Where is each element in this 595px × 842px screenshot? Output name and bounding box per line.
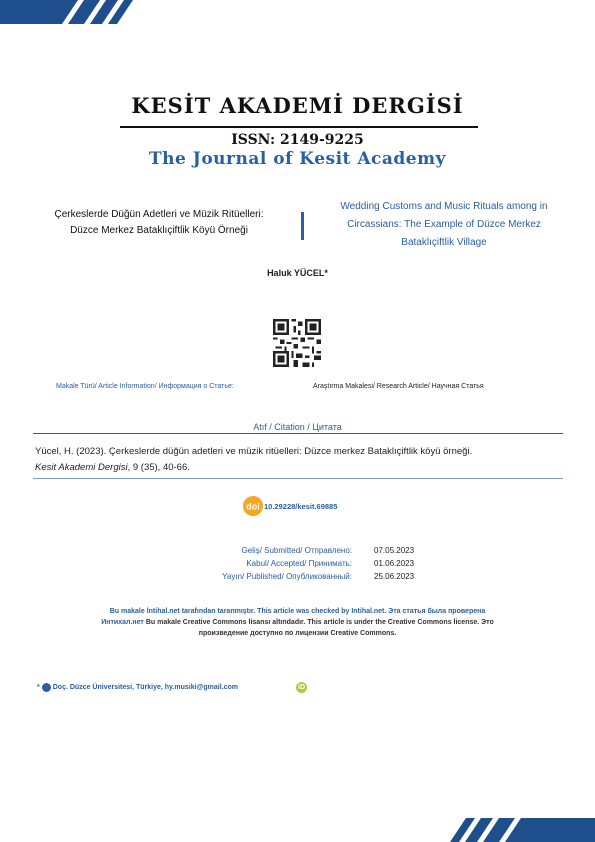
dates-labels <box>140 544 352 583</box>
author-footnote <box>37 683 238 692</box>
citation-text <box>35 444 563 476</box>
orcid-icon[interactable]: iD <box>298 684 305 691</box>
submitted-date: 07.05.2023 <box>374 546 415 555</box>
article-title-tr-line: Düzce Merkez Bataklıçiftlik Köyü Örneği <box>70 225 248 236</box>
footnote-text[interactable]: Doç. Düzce Üniversitesi, Türkiye, hy.musiki@gmail.com <box>52 684 238 691</box>
citation-line: Yücel, H. (2023). Çerkeslerde düğün adetleri ve müzik ritüelleri: Düzce merkez Bataklıçiftlik köyü örneği. <box>35 446 473 457</box>
article-title-tr-line: Çerkeslerde Düğün Adetleri ve Müzik Ritüelleri: <box>54 209 264 220</box>
article-type-label: Makale Türü/ Article Information/ Информация о Статье: <box>56 383 234 390</box>
license-intihal: Интихал.нет <box>101 619 144 626</box>
footnote-marker: * <box>37 684 40 691</box>
license-line: произведение доступно по лицензии Creative Commons. <box>198 630 397 637</box>
license-cc: Bu makale Creative Commons lisansı altındadır. This article is under the Creative Commons license. Это <box>143 619 494 626</box>
article-title-en-line: Circassians: The Example of Düzce Merkez <box>347 219 541 230</box>
journal-title-en: The Journal of Kesit Academy <box>149 149 446 169</box>
citation-heading: Atıf / Citation / Цитата <box>253 422 342 432</box>
qr-code-icon[interactable] <box>273 319 321 367</box>
license-line: Bu makale İntihal.net tarafından taranmıştır. This article was checked by Intihal.net. Эта статья была проверена <box>109 608 486 615</box>
author-name: Haluk YÜCEL* <box>267 268 328 278</box>
citation-divider <box>33 433 563 434</box>
corner-stripe-bottom-right <box>450 818 595 842</box>
article-type-value: Araştırma Makalesi/ Research Article/ Научная Статья <box>313 383 484 390</box>
submitted-label: Geliş/ Submitted/ Отправлено: <box>241 546 352 555</box>
doi-icon[interactable] <box>243 496 263 516</box>
journal-title: KESİT AKADEMİ DERGİSİ <box>131 93 464 118</box>
doi-link[interactable]: 10.29228/kesit.69885 <box>264 502 338 511</box>
title-rule <box>120 126 478 128</box>
title-divider <box>301 212 304 240</box>
license-notice <box>50 606 545 639</box>
envelope-icon <box>42 683 51 692</box>
dates-values <box>374 544 414 583</box>
license-line <box>50 617 545 628</box>
citation-journal: Kesit Akademi Dergisi <box>35 462 128 473</box>
published-date: 25.06.2023 <box>374 572 415 581</box>
issn: ISSN: 2149-9225 <box>231 132 364 148</box>
article-title-en-line: Wedding Customs and Music Rituals among in <box>340 201 548 212</box>
article-title-tr <box>20 207 298 239</box>
article-title-en <box>314 198 574 252</box>
corner-stripe-top-left <box>0 0 135 24</box>
doi-badge-label: doi <box>246 501 260 512</box>
article-title-en-line: Bataklıçiftlik Village <box>401 237 487 248</box>
accepted-label: Kabul/ Accepted/ Принимать: <box>246 559 352 568</box>
citation-volume: , 9 (35), 40-66. <box>127 462 190 473</box>
citation-divider <box>33 478 563 479</box>
accepted-date: 01.06.2023 <box>374 559 415 568</box>
published-label: Yayın/ Published/ Опубликованный: <box>222 572 352 581</box>
